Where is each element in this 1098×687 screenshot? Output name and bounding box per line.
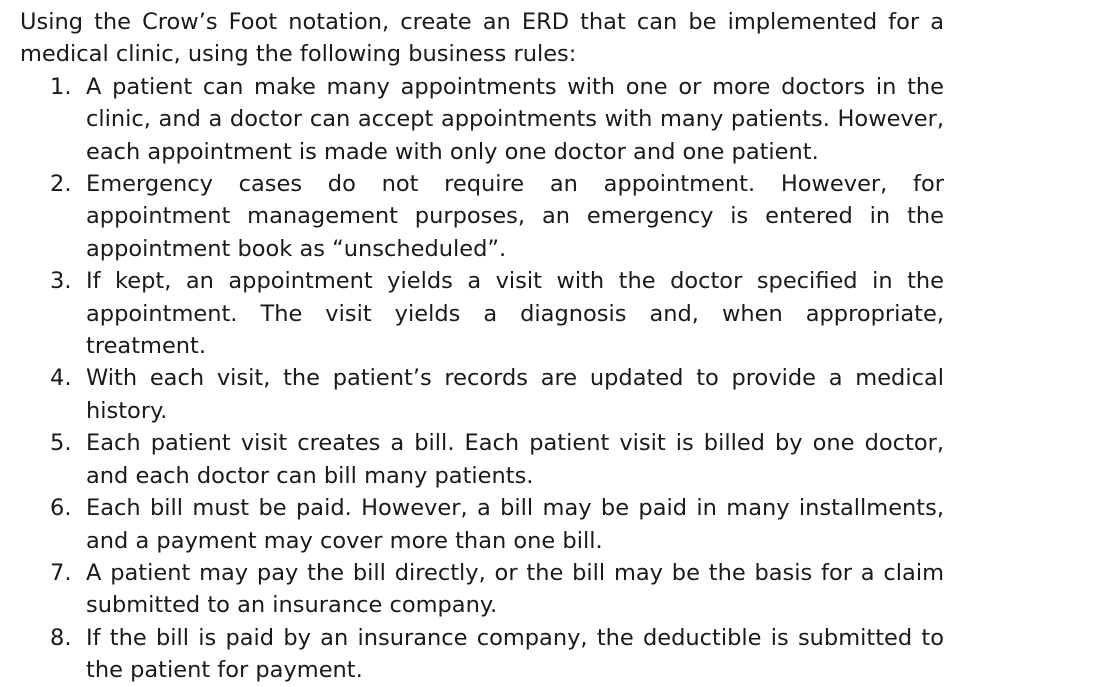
business-rule-item [50,265,944,362]
rule-number: 2. [50,171,72,198]
business-rule-item [50,71,944,168]
rule-number: 8. [50,624,72,651]
business-rule-item [50,492,944,557]
business-rule-item [50,622,944,687]
intro-paragraph: Using the Crow’s Foot notation, create an ERD that can be implemented for a medical clinic, using the following business rules: [20,9,944,68]
rule-text: Each bill must be paid. However, a bill may be paid in many installments, and a payment may cover more than one bill. [86,495,944,554]
business-rule-item [50,557,944,622]
rule-text: Each patient visit creates a bill. Each patient visit is billed by one doctor, and each doctor can bill many patients. [86,430,944,489]
rule-text: With each visit, the patient’s records are updated to provide a medical history. [86,365,944,424]
rule-number: 1. [50,73,72,100]
rule-text: A patient may pay the bill directly, or the bill may be the basis for a claim submitted to an insurance company. [86,559,944,619]
rule-number: 3. [50,268,72,295]
rule-number: 7. [50,559,72,586]
rule-text: A patient can make many appointments with one or more doctors in the clinic, and a doctor can accept appointments with many patients. However, each appointment is made with only one doctor and one patient. [86,73,944,165]
rule-number: 4. [50,365,72,392]
business-rule-item [50,362,944,427]
business-rule-item [50,427,944,492]
document-body [20,6,944,687]
rule-number: 6. [50,495,72,522]
business-rules-list [20,71,944,687]
rule-text: If the bill is paid by an insurance company, the deductible is submitted to the patient for payment. [86,624,944,684]
rule-text: Emergency cases do not require an appointment. However, for appointment management purposes, an emergency is entered in the appointment book as “unscheduled”. [86,171,944,262]
rule-text: If kept, an appointment yields a visit with the doctor specified in the appointment. The visit yields a diagnosis and, when appropriate, treatment. [86,268,944,360]
rule-number: 5. [50,430,72,457]
business-rule-item [50,168,944,265]
